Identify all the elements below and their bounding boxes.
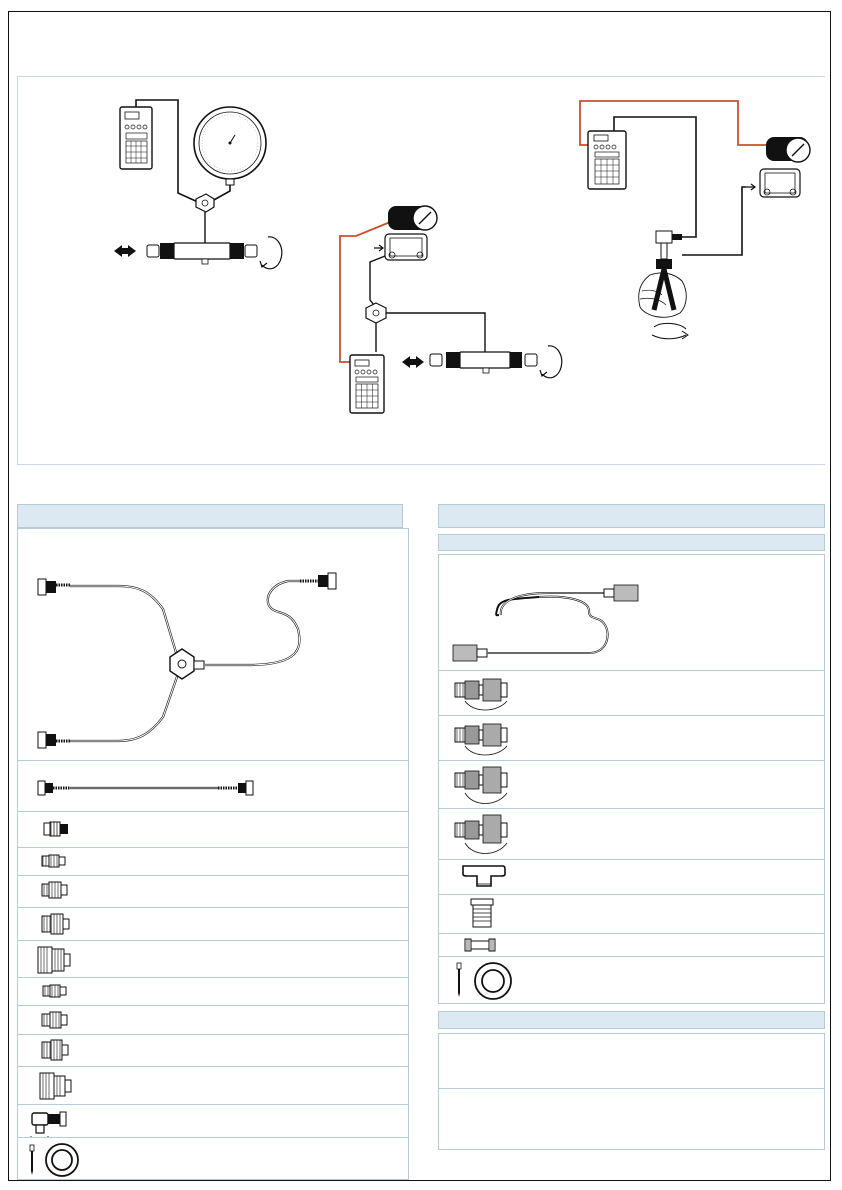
table-row (18, 1005, 408, 1006)
tee-manifold-icon (366, 303, 386, 323)
quick-coupling-icon (451, 718, 521, 762)
table-row (18, 1104, 408, 1105)
adapter-icon (465, 897, 505, 931)
table-row (18, 760, 408, 761)
quick-coupling-icon (451, 811, 521, 859)
right-table-subheader-2 (438, 1011, 825, 1029)
test-line-icon (147, 243, 257, 264)
table-row (439, 1088, 824, 1089)
quick-coupling-icon (451, 673, 521, 717)
right-parts-table (438, 554, 825, 1004)
adapter-icon (38, 1037, 78, 1063)
o-ring-icon (26, 1141, 86, 1179)
setup-transmitter-diagram (330, 200, 580, 420)
table-row (18, 1137, 408, 1138)
table-row (439, 808, 824, 809)
section-divider (17, 464, 825, 465)
hose-icon (439, 555, 826, 670)
table-row (439, 956, 824, 957)
quick-coupling-icon (451, 763, 521, 809)
right-notes-table (438, 1033, 825, 1150)
calibrator-icon (120, 107, 152, 169)
tee-manifold-icon (196, 194, 214, 212)
table-row (18, 1066, 408, 1067)
left-table-header (17, 504, 403, 528)
table-row (439, 859, 824, 860)
calibrator-icon (350, 355, 384, 413)
rotate-arrow-icon (652, 323, 688, 339)
test-line-icon (430, 352, 537, 373)
table-row (18, 875, 408, 876)
adapter-icon (38, 1009, 78, 1031)
adapter-icon (38, 911, 78, 937)
double-arrow-icon (114, 245, 136, 257)
right-table-subheader (438, 534, 825, 551)
tee-manifold-icon (170, 649, 204, 679)
table-row (439, 894, 824, 895)
table-row (18, 940, 408, 941)
adapter-icon (34, 943, 78, 977)
setup-hand-pump-diagram (570, 95, 815, 350)
setup-gauge-diagram (100, 95, 300, 280)
table-row (18, 907, 408, 908)
o-ring-icon (451, 959, 521, 1003)
y-hose-assembly-icon (18, 529, 410, 759)
table-row (439, 670, 824, 671)
adapter-icon (38, 879, 78, 901)
elbow-fitting-icon (26, 1107, 76, 1139)
hand-pump-icon (639, 231, 687, 317)
transmitter-icon (746, 137, 810, 197)
straight-hose-icon (18, 773, 410, 803)
tee-fitting-icon (459, 862, 519, 892)
transmitter-icon (374, 206, 437, 260)
nipple-fitting-icon (459, 936, 509, 954)
left-parts-table (17, 528, 409, 1180)
pressure-gauge-icon (194, 107, 266, 185)
rotate-arrow-icon (540, 346, 562, 378)
table-row (439, 760, 824, 761)
adapter-icon (38, 819, 78, 839)
table-row (439, 715, 824, 716)
double-arrow-icon (402, 356, 424, 368)
calibrator-icon (588, 131, 626, 189)
table-row (18, 811, 408, 812)
table-row (439, 933, 824, 934)
adapter-icon (36, 1069, 80, 1103)
adapter-icon (38, 981, 78, 1001)
adapter-icon (38, 851, 78, 871)
rotate-arrow-icon (260, 237, 282, 269)
table-row (18, 977, 408, 978)
table-row (18, 847, 408, 848)
table-row (18, 1034, 408, 1035)
right-table-header (438, 504, 825, 528)
